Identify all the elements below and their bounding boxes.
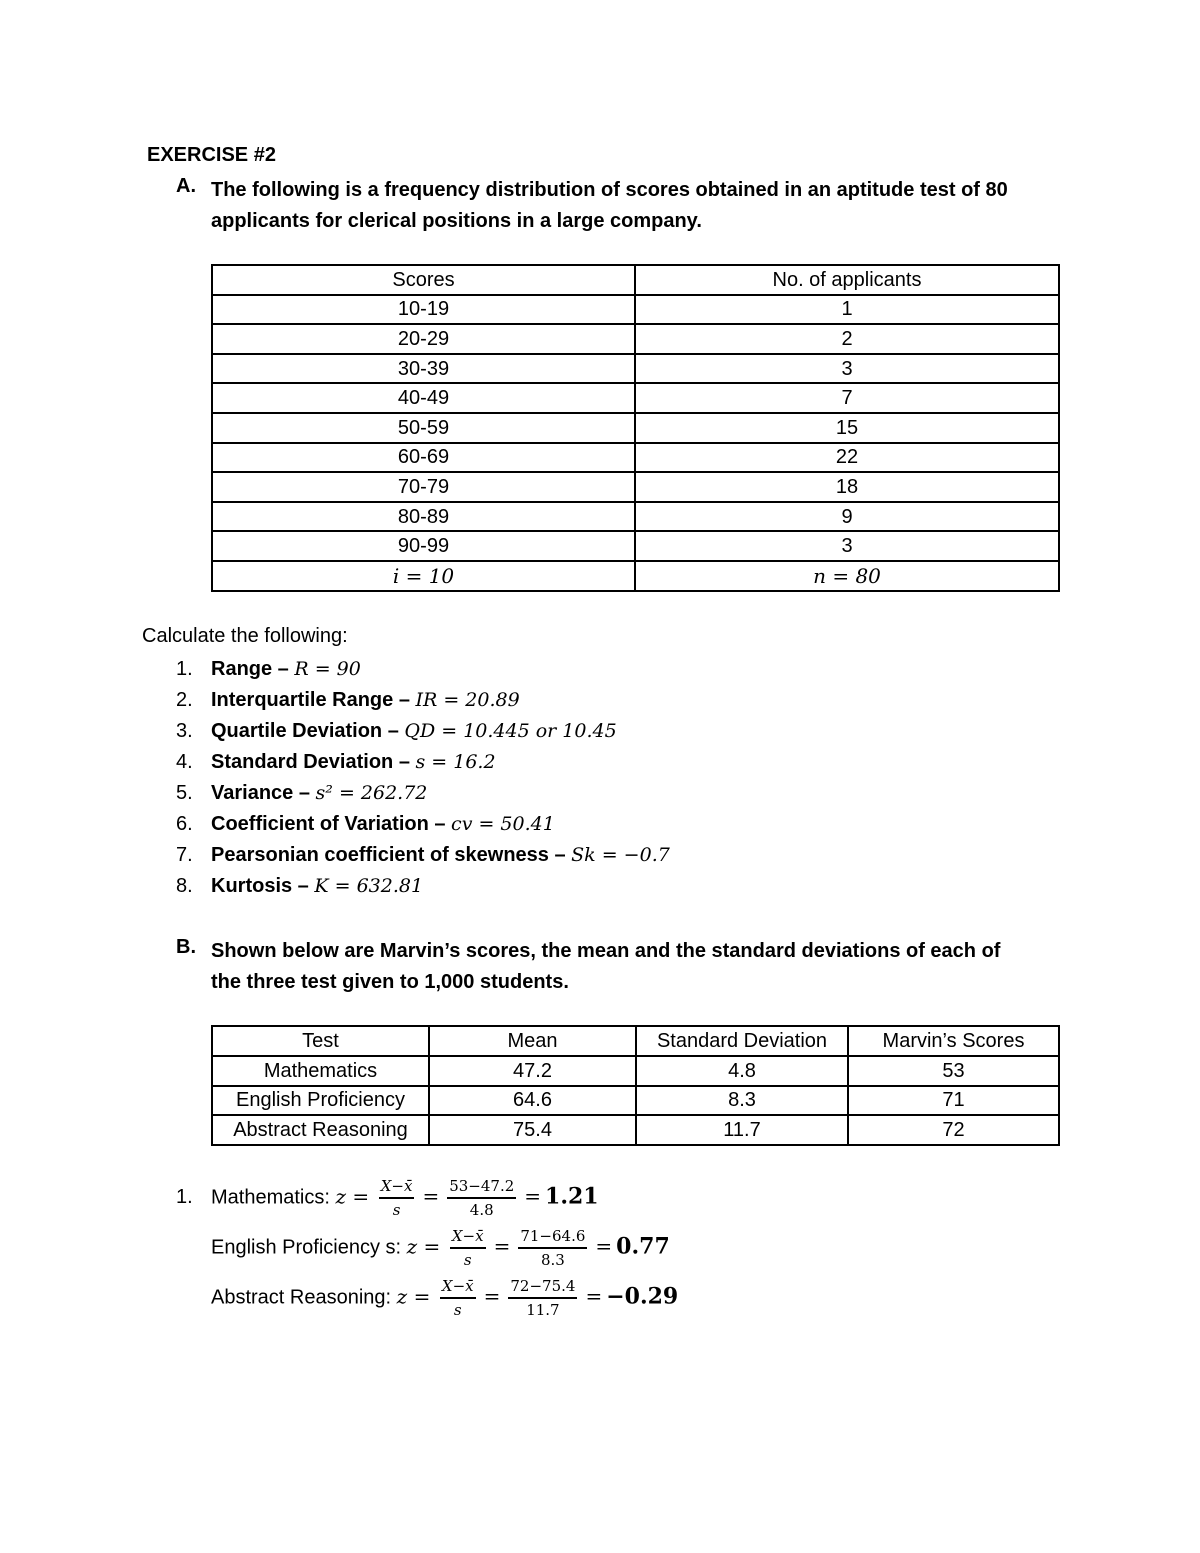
count-cell: 3 [635,354,1059,384]
item-number: 1. [176,1186,193,1209]
count-cell: 15 [635,413,1059,443]
item-label: Quartile Deviation – [211,720,399,742]
std-dev-cell: 4.8 [636,1056,848,1086]
item-number: 1. [176,658,193,680]
item-number: 8. [176,875,193,897]
item-label: Pearsonian coefficient of skewness – [211,844,566,866]
mean-cell: 75.4 [429,1115,636,1145]
list-item [176,654,670,685]
item-label: Variance – [211,782,310,804]
mean-cell: 47.2 [429,1056,636,1086]
std-dev-cell: 11.7 [636,1115,848,1145]
item-label: Interquartile Range – [211,689,410,711]
table-row [212,383,1059,413]
header-scores: Scores [212,265,635,295]
fraction-denominator: 8.3 [540,1251,565,1269]
item-value: QD = 10.445 or 10.45 [404,720,617,742]
fraction-numerator: X−x̄ [450,1225,486,1249]
table-row [212,1056,1059,1086]
score-cell: 30-39 [212,354,635,384]
table-row [212,502,1059,532]
z-symbol: z = [406,1234,441,1259]
formula-fraction [440,1275,476,1321]
table-row [212,354,1059,384]
score-cell: 10-19 [212,295,635,325]
item-value: s² = 262.72 [315,782,428,804]
table-row [212,531,1059,561]
fraction-denominator: 11.7 [526,1301,560,1319]
item-value: Sk = −0.7 [571,844,670,866]
zscore-label: Mathematics: [211,1186,330,1209]
score-cell: 50-59 [212,413,635,443]
section-b-intro [211,936,1000,998]
exercise-title: EXERCISE #2 [147,144,276,166]
section-a-letter: A. [176,175,196,197]
list-item [176,809,670,840]
fraction-numerator: X−x̄ [379,1175,415,1199]
score-cell: 80-89 [212,502,635,532]
fraction-denominator: s [453,1301,462,1319]
header-std-dev: Standard Deviation [636,1026,848,1056]
count-cell: 7 [635,383,1059,413]
formula-fraction [450,1225,486,1271]
section-a-line1: The following is a frequency distribution of scores obtained in an aptitude test of 80 [211,179,1008,201]
count-cell: 22 [635,443,1059,473]
table-row [212,443,1059,473]
formula-fraction [379,1175,415,1221]
zscore-line-abstract: Abstract Reasoning: z = $\frac{X-x̄}{s}$ = $\frac{72-75.4}{11.7}$ = −0.29 [211,1277,679,1319]
header-marvin-scores: Marvin’s Scores [848,1026,1059,1056]
total-n-cell: n = 80 [635,561,1059,591]
score-cell: 71 [848,1086,1059,1116]
header-applicants: No. of applicants [635,265,1059,295]
item-label: Coefficient of Variation – [211,813,446,835]
count-cell: 9 [635,502,1059,532]
item-number: 7. [176,844,193,866]
score-cell: 20-29 [212,324,635,354]
section-a-intro [211,175,1008,237]
list-item [176,840,670,871]
item-value: s = 16.2 [415,751,496,773]
table-row [212,413,1059,443]
score-cell: 60-69 [212,443,635,473]
fraction-numerator: 71−64.6 [518,1225,587,1249]
item-value: K = 632.81 [314,875,424,897]
score-cell: 70-79 [212,472,635,502]
item-label: Standard Deviation – [211,751,410,773]
list-item [176,871,670,902]
section-b-letter: B. [176,936,196,958]
score-cell: 53 [848,1056,1059,1086]
value-fraction [447,1175,516,1221]
fraction-denominator: s [463,1251,472,1269]
section-a-line2: applicants for clerical positions in a large company. [211,210,702,232]
list-item [176,747,670,778]
score-cell: 90-99 [212,531,635,561]
section-b-line1: Shown below are Marvin’s scores, the mean and the standard deviations of each of [211,940,1001,962]
calculation-list [176,654,670,902]
header-mean: Mean [429,1026,636,1056]
header-test: Test [212,1026,429,1056]
test-name-cell: English Proficiency [212,1086,429,1116]
std-dev-cell: 8.3 [636,1086,848,1116]
table-row [212,472,1059,502]
fraction-numerator: 72−75.4 [508,1275,577,1299]
frequency-table [211,264,1060,592]
score-cell: 40-49 [212,383,635,413]
table-row [212,324,1059,354]
list-item [176,778,670,809]
test-name-cell: Mathematics [212,1056,429,1086]
item-number: 2. [176,689,193,711]
list-item [176,685,670,716]
item-number: 5. [176,782,193,804]
item-value: cv = 50.41 [451,813,555,835]
table-row [212,1086,1059,1116]
table-row [212,1115,1059,1145]
table-header-row [212,265,1059,295]
zscore-line-mathematics: 1. Mathematics: z = $\frac{X-x̄}{s}$ = $\frac{53-47.2}{4.8}$ = 1.21 [176,1177,599,1219]
zscore-label: Abstract Reasoning: [211,1286,392,1309]
count-cell: 1 [635,295,1059,325]
zscore-result: 1.21 [545,1183,599,1210]
item-value: R = 90 [294,658,361,680]
count-cell: 18 [635,472,1059,502]
zscore-label: English Proficiency s: [211,1236,402,1259]
table-header-row [212,1026,1059,1056]
zscore-result: 0.77 [616,1233,670,1260]
item-number: 6. [176,813,193,835]
section-b-line2: the three test given to 1,000 students. [211,971,569,993]
test-name-cell: Abstract Reasoning [212,1115,429,1145]
item-number: 3. [176,720,193,742]
fraction-denominator: s [392,1201,401,1219]
zscore-line-english: English Proficiency s: z = $\frac{X-x̄}{s}$ = $\frac{71-64.6}{8.3}$ = 0.77 [211,1227,670,1269]
class-interval-cell: i = 10 [212,561,635,591]
item-number: 4. [176,751,193,773]
list-item [176,716,670,747]
mean-cell: 64.6 [429,1086,636,1116]
count-cell: 3 [635,531,1059,561]
value-fraction [518,1225,587,1271]
item-label: Range – [211,658,289,680]
table-row [212,295,1059,325]
z-symbol: z = [396,1284,431,1309]
item-label: Kurtosis – [211,875,309,897]
fraction-denominator: 4.8 [469,1201,494,1219]
table-footer-row [212,561,1059,591]
fraction-numerator: 53−47.2 [447,1175,516,1199]
item-value: IR = 20.89 [415,689,520,711]
fraction-numerator: X−x̄ [440,1275,476,1299]
test-scores-table [211,1025,1060,1146]
z-symbol: z = [335,1184,370,1209]
zscore-result: −0.29 [606,1283,679,1310]
calculate-heading: Calculate the following: [142,625,348,647]
score-cell: 72 [848,1115,1059,1145]
value-fraction [508,1275,577,1321]
count-cell: 2 [635,324,1059,354]
